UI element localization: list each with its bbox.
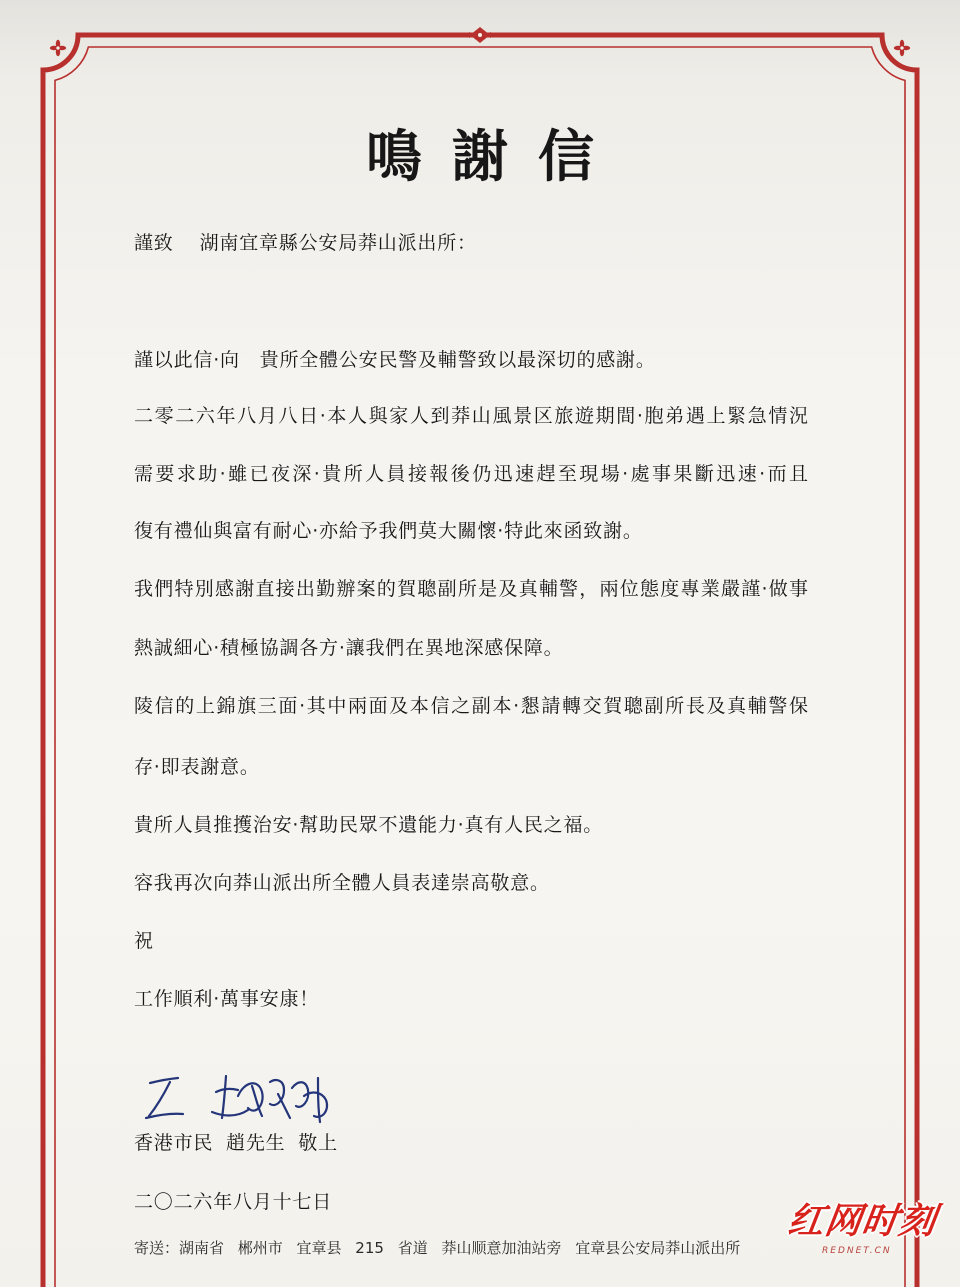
logo-subtext: REDNET.CN (822, 1246, 892, 1256)
paragraph-5-line-1: 貴所人員推擭治安·幫助民眾不遺能力·真有人民之福。 (134, 814, 604, 836)
sender-signoff: 香港市民 趙先生 敬上 (134, 1132, 338, 1154)
paragraph-2-line-1: 二零二六年八月八日·本人與家人到莽山風景区旅遊期間·胞弟遇上緊急情況 (134, 405, 808, 427)
paragraph-2-line-2: 需要求助·雖已夜深·貴所人員接報後仍迅速趕至現場·處事果斷迅速·而且 (134, 463, 808, 485)
rednet-watermark-logo (784, 1200, 954, 1280)
paragraph-3-line-1: 我們特別感謝直接出勤辦案的賀聰副所是及真輔警，兩位態度專業嚴謹·做事 (134, 578, 808, 600)
salutation-prefix: 謹致 (134, 232, 174, 254)
paragraph-4-line-1: 陵信的上錦旗三面·其中兩面及本信之副本·懇請轉交賀聰副所長及真輔警保 (134, 695, 808, 717)
paragraph-4-line-2: 存·即表謝意。 (134, 756, 260, 778)
corner-ornament-top-right (894, 40, 910, 56)
salutation-recipient: 湖南宜章縣公安局莽山派出所： (199, 232, 477, 254)
paragraph-3-line-2: 熱誠細心·積極協調各方·讓我們在異地深感保障。 (134, 637, 564, 659)
letter-date: 二〇二六年八月十七日 (134, 1191, 333, 1213)
letter-title: 鳴謝信 (366, 125, 624, 190)
paragraph-2-line-3: 復有禮仙與富有耐心·亦給予我們莫大關懷·特此來函致謝。 (134, 520, 643, 542)
salutation (134, 230, 477, 256)
paragraph-1-line-1: 謹以此信·向 貴所全體公安民警及輔警致以最深切的感謝。 (134, 349, 656, 371)
corner-ornament-top-left (50, 40, 66, 56)
closing-wish: 祝 (134, 930, 154, 952)
logo-text: 红网时刻 (785, 1201, 939, 1242)
handwritten-signature (130, 1066, 350, 1130)
top-center-ornament (464, 27, 496, 43)
closing-blessing: 工作順利·萬事安康！ (134, 988, 320, 1010)
mailing-address: 寄送：湖南省 郴州市 宜章县 215 省道 莽山顺意加油站旁 宜章县公安局莽山派出所 (134, 1239, 741, 1257)
paragraph-6-line-1: 容我再次向莽山派出所全體人員表達崇高敬意。 (134, 872, 550, 894)
